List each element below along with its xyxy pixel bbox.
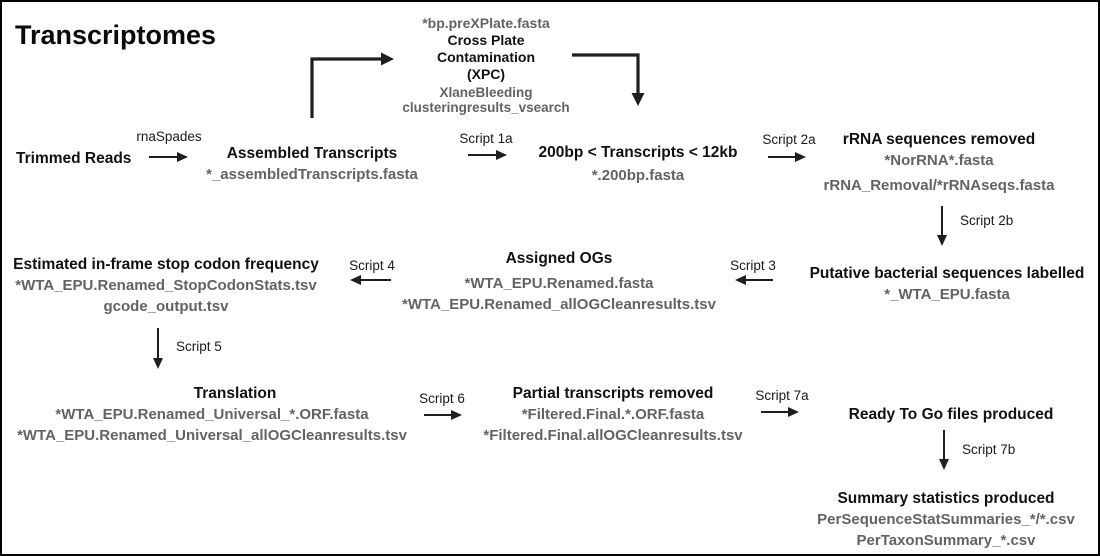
node-title: 200bp < Transcripts < 12kb	[538, 144, 738, 161]
edge-label-rnaspades: rnaSpades	[136, 129, 202, 144]
node-title: Contamination	[437, 49, 535, 65]
edge-label-script-7a: Script 7a	[755, 388, 809, 403]
edge-label-script-4: Script 4	[349, 258, 395, 273]
node-title: rRNA sequences removed	[842, 131, 1036, 148]
arrow-xpc-out-elbow	[572, 55, 638, 93]
page-title: Transcriptomes	[15, 20, 217, 50]
node-file: PerTaxonSummary_*.csv	[856, 532, 1036, 549]
edge-label-script-2a: Script 2a	[762, 132, 816, 147]
node-file: *NorRNA*.fasta	[884, 152, 994, 169]
node-title: Trimmed Reads	[16, 150, 132, 167]
node-file: *WTA_EPU.Renamed_allOGCleanresults.tsv	[402, 296, 716, 313]
node-summary-statistics	[817, 488, 1075, 551]
node-title: Assembled Transcripts	[226, 145, 398, 162]
node-file: *WTA_EPU.Renamed_Universal_*.ORF.fasta	[55, 406, 369, 423]
node-file: *_assembledTranscripts.fasta	[206, 166, 418, 183]
node-stop-codon-frequency	[13, 254, 319, 317]
edge-label-script-2b: Script 2b	[960, 213, 1014, 228]
node-file: rRNA_Removal/*rRNAseqs.fasta	[823, 177, 1055, 194]
node-title: Summary statistics produced	[837, 490, 1055, 507]
node-title: Translation	[193, 385, 277, 402]
node-title: Assigned OGs	[505, 250, 613, 267]
node-assembled-transcripts	[206, 143, 418, 185]
node-file: *bp.preXPlate.fasta	[422, 15, 550, 31]
node-title: Putative bacterial sequences labelled	[809, 265, 1085, 282]
node-cross-plate-contamination	[402, 15, 569, 115]
node-title: Estimated in-frame stop codon frequency	[13, 256, 319, 273]
node-bacterial-labelled	[810, 263, 1085, 305]
node-size-filter	[538, 142, 737, 186]
arrow-xpc-in-elbow	[312, 59, 381, 118]
edge-label-script-7b: Script 7b	[962, 442, 1016, 457]
node-file: *Filtered.Final.*.ORF.fasta	[521, 406, 705, 423]
node-partial-removed	[483, 383, 742, 446]
node-rrna-removed	[824, 129, 1055, 196]
node-file: XlaneBleeding	[439, 85, 533, 100]
edge-label-script-3: Script 3	[730, 258, 776, 273]
node-assigned-ogs	[402, 248, 716, 315]
node-title: Partial transcripts removed	[512, 385, 714, 402]
node-title: Cross Plate	[447, 32, 525, 48]
edge-label-script-1a: Script 1a	[459, 131, 513, 146]
node-title: (XPC)	[466, 66, 506, 82]
node-file: *.200bp.fasta	[591, 167, 685, 184]
node-file: *WTA_EPU.Renamed.fasta	[464, 275, 654, 292]
node-file: clusteringresults_vsearch	[402, 100, 570, 115]
node-file: *WTA_EPU.Renamed_StopCodonStats.tsv	[15, 277, 317, 294]
node-file: gcode_output.tsv	[103, 298, 229, 315]
edge-label-script-5: Script 5	[176, 339, 222, 354]
node-file: *Filtered.Final.allOGCleanresults.tsv	[483, 427, 743, 444]
node-trimmed-reads	[16, 148, 131, 169]
node-file: *_WTA_EPU.fasta	[884, 286, 1010, 303]
node-title: Ready To Go files produced	[848, 406, 1054, 423]
edge-label-script-6: Script 6	[419, 391, 465, 406]
node-translation	[17, 383, 407, 446]
node-file: PerSequenceStatSummaries_*/*.csv	[817, 511, 1075, 528]
node-ready-to-go	[849, 404, 1054, 425]
node-file: *WTA_EPU.Renamed_Universal_allOGCleanresults.tsv	[17, 427, 407, 444]
